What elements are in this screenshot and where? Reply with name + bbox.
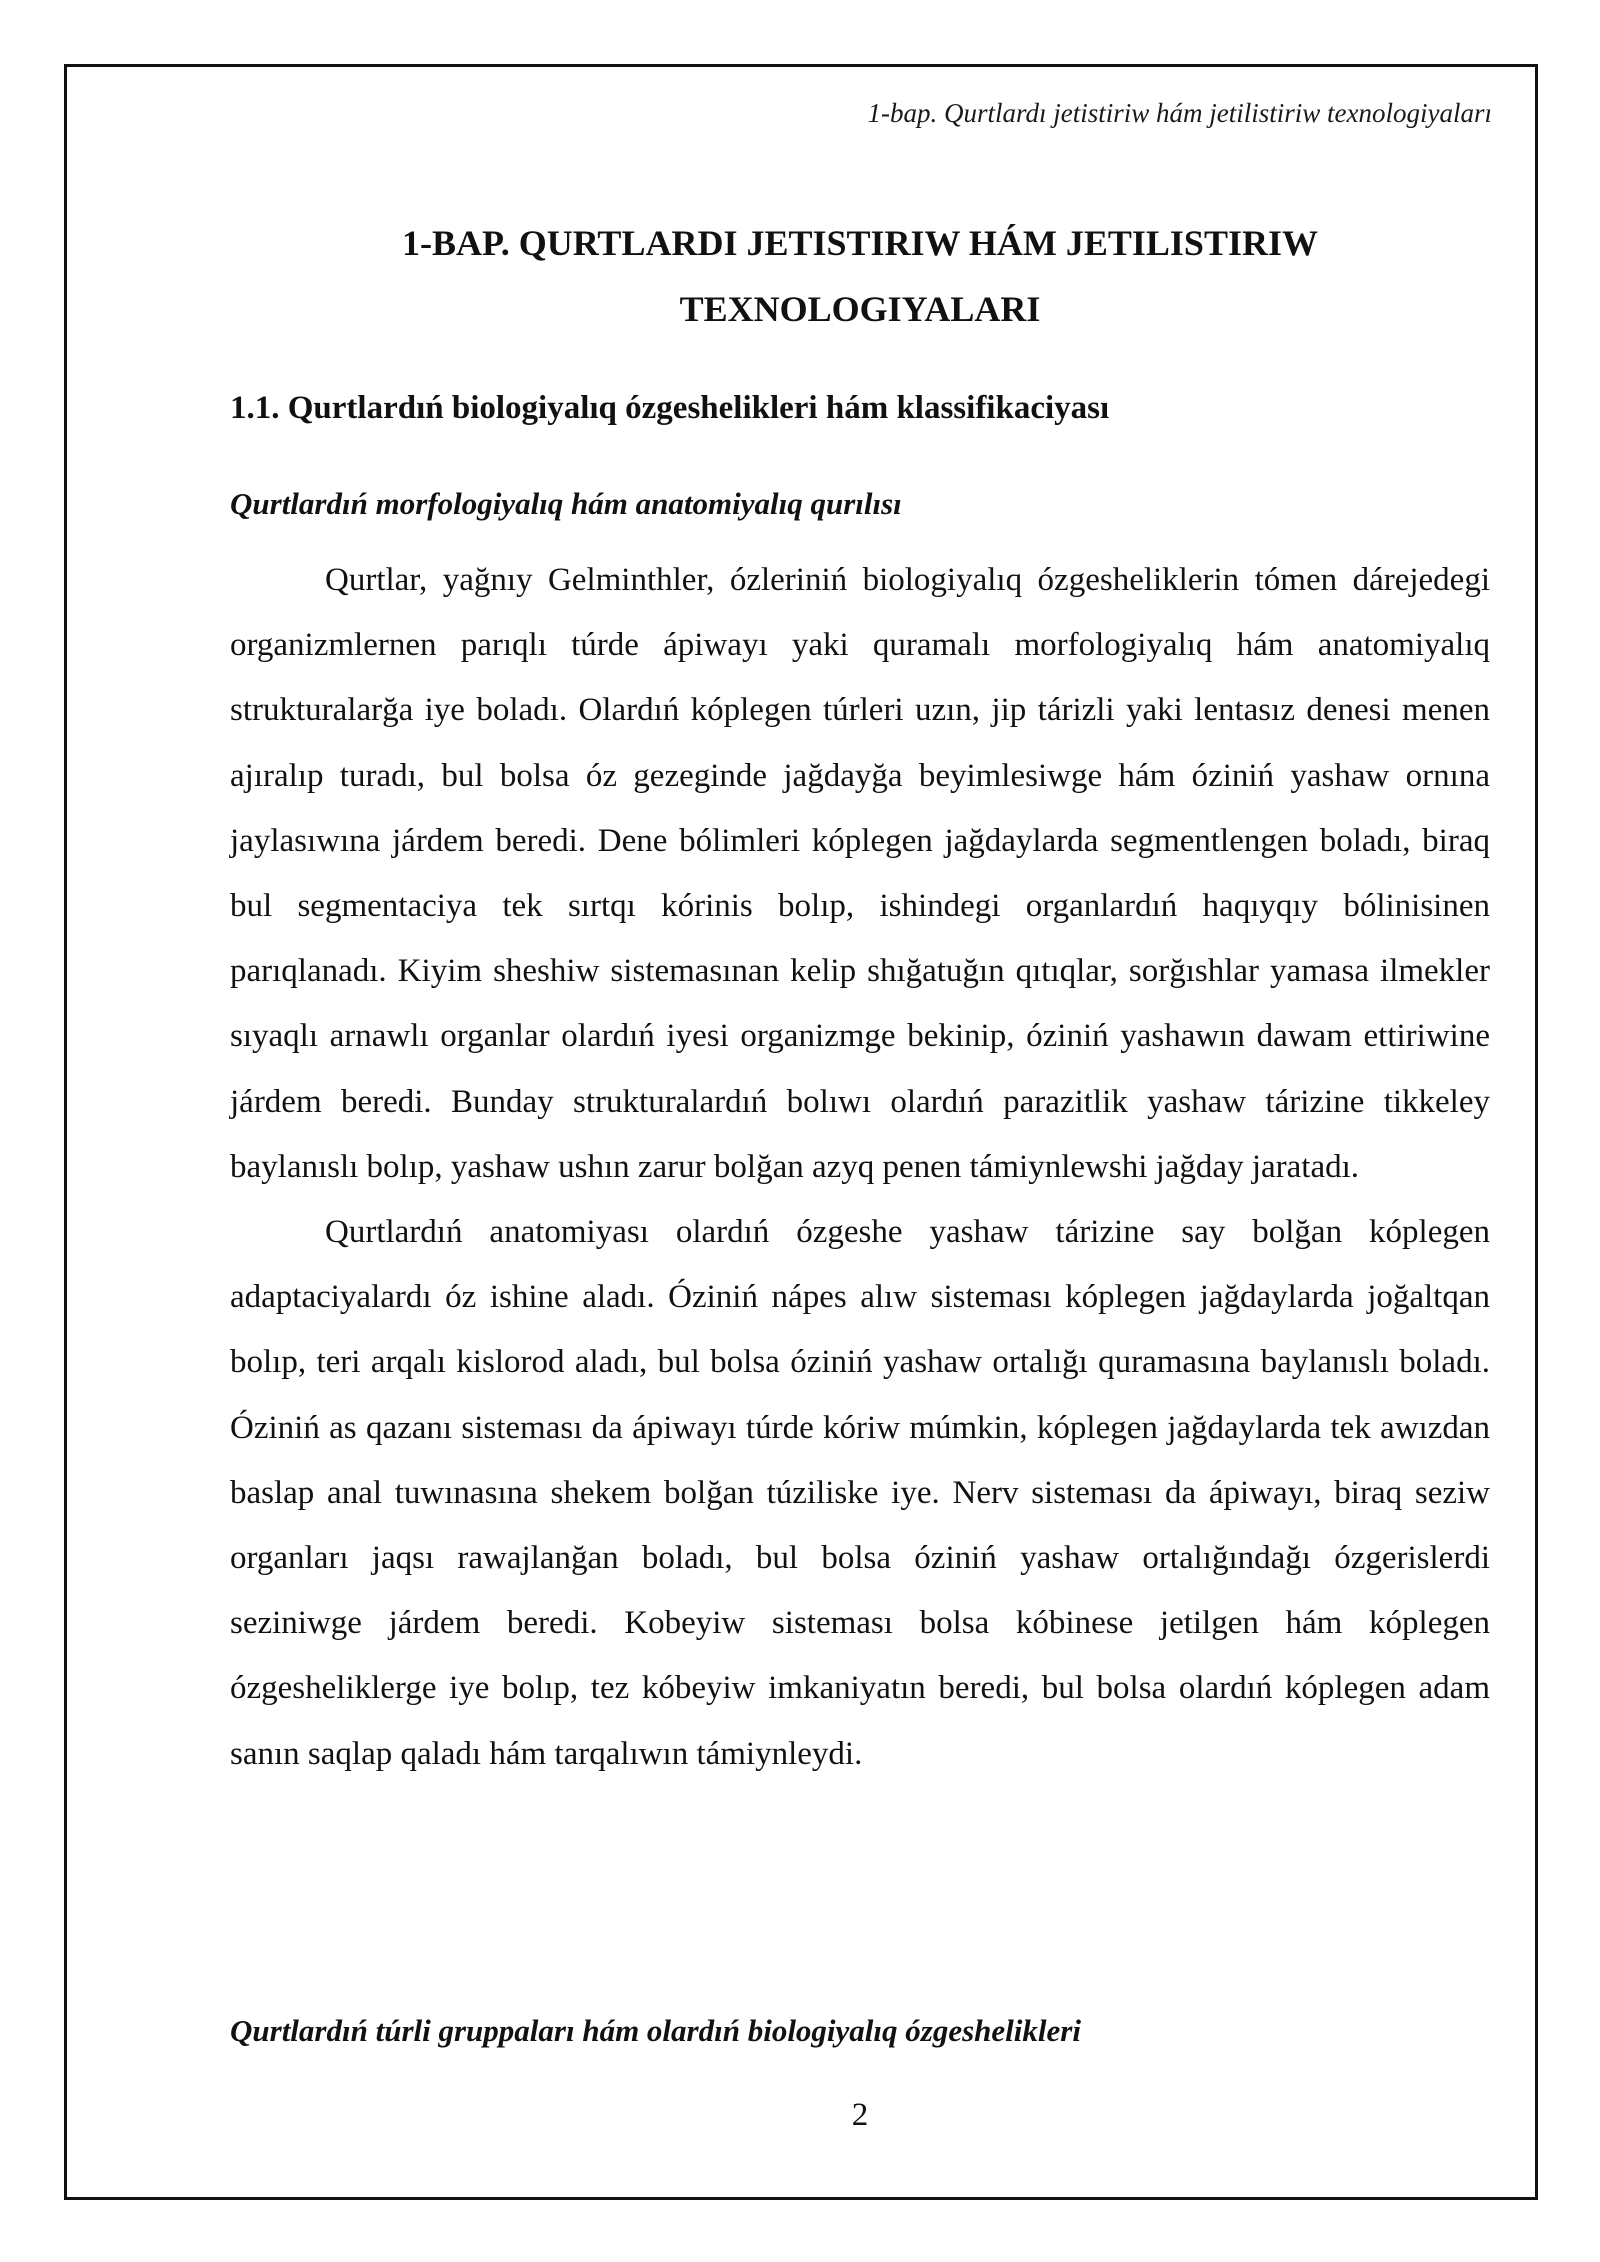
body-text — [230, 548, 1490, 1787]
subsection-title-morphology: Qurtlardıń morfologiyalıq hám anatomiyalıq qurılısı — [230, 486, 902, 521]
section-title: 1.1. Qurtlardıń biologiyalıq ózgeshelikleri hám klassifikaciyası — [230, 390, 1110, 426]
paragraph: Qurtlardıń anatomiyası olardıń ózgeshe yashaw tárizine say bolğan kóplegen adaptaciyalardı óz ishine aladı. Óziniń nápes alıw sisteması kóplegen jağdaylarda joğaltqan bolıp, teri arqalı kislorod aladı, bul bolsa óziniń yashaw ortalığı quramasına baylanıslı boladı. Óziniń as qazanı sisteması da ápiwayı túrde kóriw múmkin, kóplegen jağdaylarda tek awızdan baslap anal tuwınasına shekem bolğan túziliske iye. Nerv sisteması da ápiwayı, biraq seziw organları jaqsı rawajlanğan boladı, bul bolsa óziniń yashaw ortalığındağı ózgerislerdi seziniwge járdem beredi. Kobeyiw sisteması bolsa kóbinese jetilgen hám kóplegen ózgesheliklerge iye bolıp, tez kóbeyiw imkaniyatın beredi, bul bolsa olardıń kóplegen adam sanın saqlap qaladı hám tarqalıwın támiynleydi. — [230, 1214, 1490, 1772]
running-header: 1-bap. Qurtlardı jetistiriw hám jetilistiriw texnologiyaları — [867, 98, 1492, 128]
chapter-title — [230, 210, 1490, 342]
subsection-title-groups: Qurtlardıń túrli gruppaları hám olardıń biologiyalıq ózgeshelikleri — [230, 2013, 1081, 2048]
paragraph: Qurtlar, yağnıy Gelminthler, ózleriniń biologiyalıq ózgesheliklerin tómen dárejedegi organizmlernen parıqlı túrde ápiwayı yaki quramalı morfologiyalıq hám anatomiyalıq strukturalarğa iye boladı. Olardıń kóplegen túrleri uzın, jip tárizli yaki lentasız denesi menen ajıralıp turadı, bul bolsa óz gezeginde jağdayğa beyimlesiwge hám óziniń yashaw ornına jaylasıwına járdem beredi. Dene bólimleri kóplegen jağdaylarda segmentlengen boladı, biraq bul segmentaciya tek sırtqı kórinis bolıp, ishindegi organlardıń haqıyqıy bólinisinen parıqlanadı. Kiyim sheshiw sistemasınan kelip shığatuğın qıtıqlar, sorğıshlar yamasa ilmekler sıyaqlı arnawlı organlar olardıń iyesi organizmge bekinip, óziniń yashawın dawam ettiriwine járdem beredi. Bunday strukturalardıń bolıwı olardıń parazitlik yashaw tárizine tikkeley baylanıslı bolıp, yashaw ushın zarur bolğan azyq penen támiynlewshi jağday jaratadı. — [230, 562, 1490, 1185]
page-number: 2 — [851, 2097, 869, 2133]
chapter-title-line-2: TEXNOLOGIYALARI — [679, 289, 1041, 329]
chapter-title-line-1: 1-BAP. QURTLARDI JETISTIRIW HÁM JETILISTIRIW — [402, 223, 1318, 263]
